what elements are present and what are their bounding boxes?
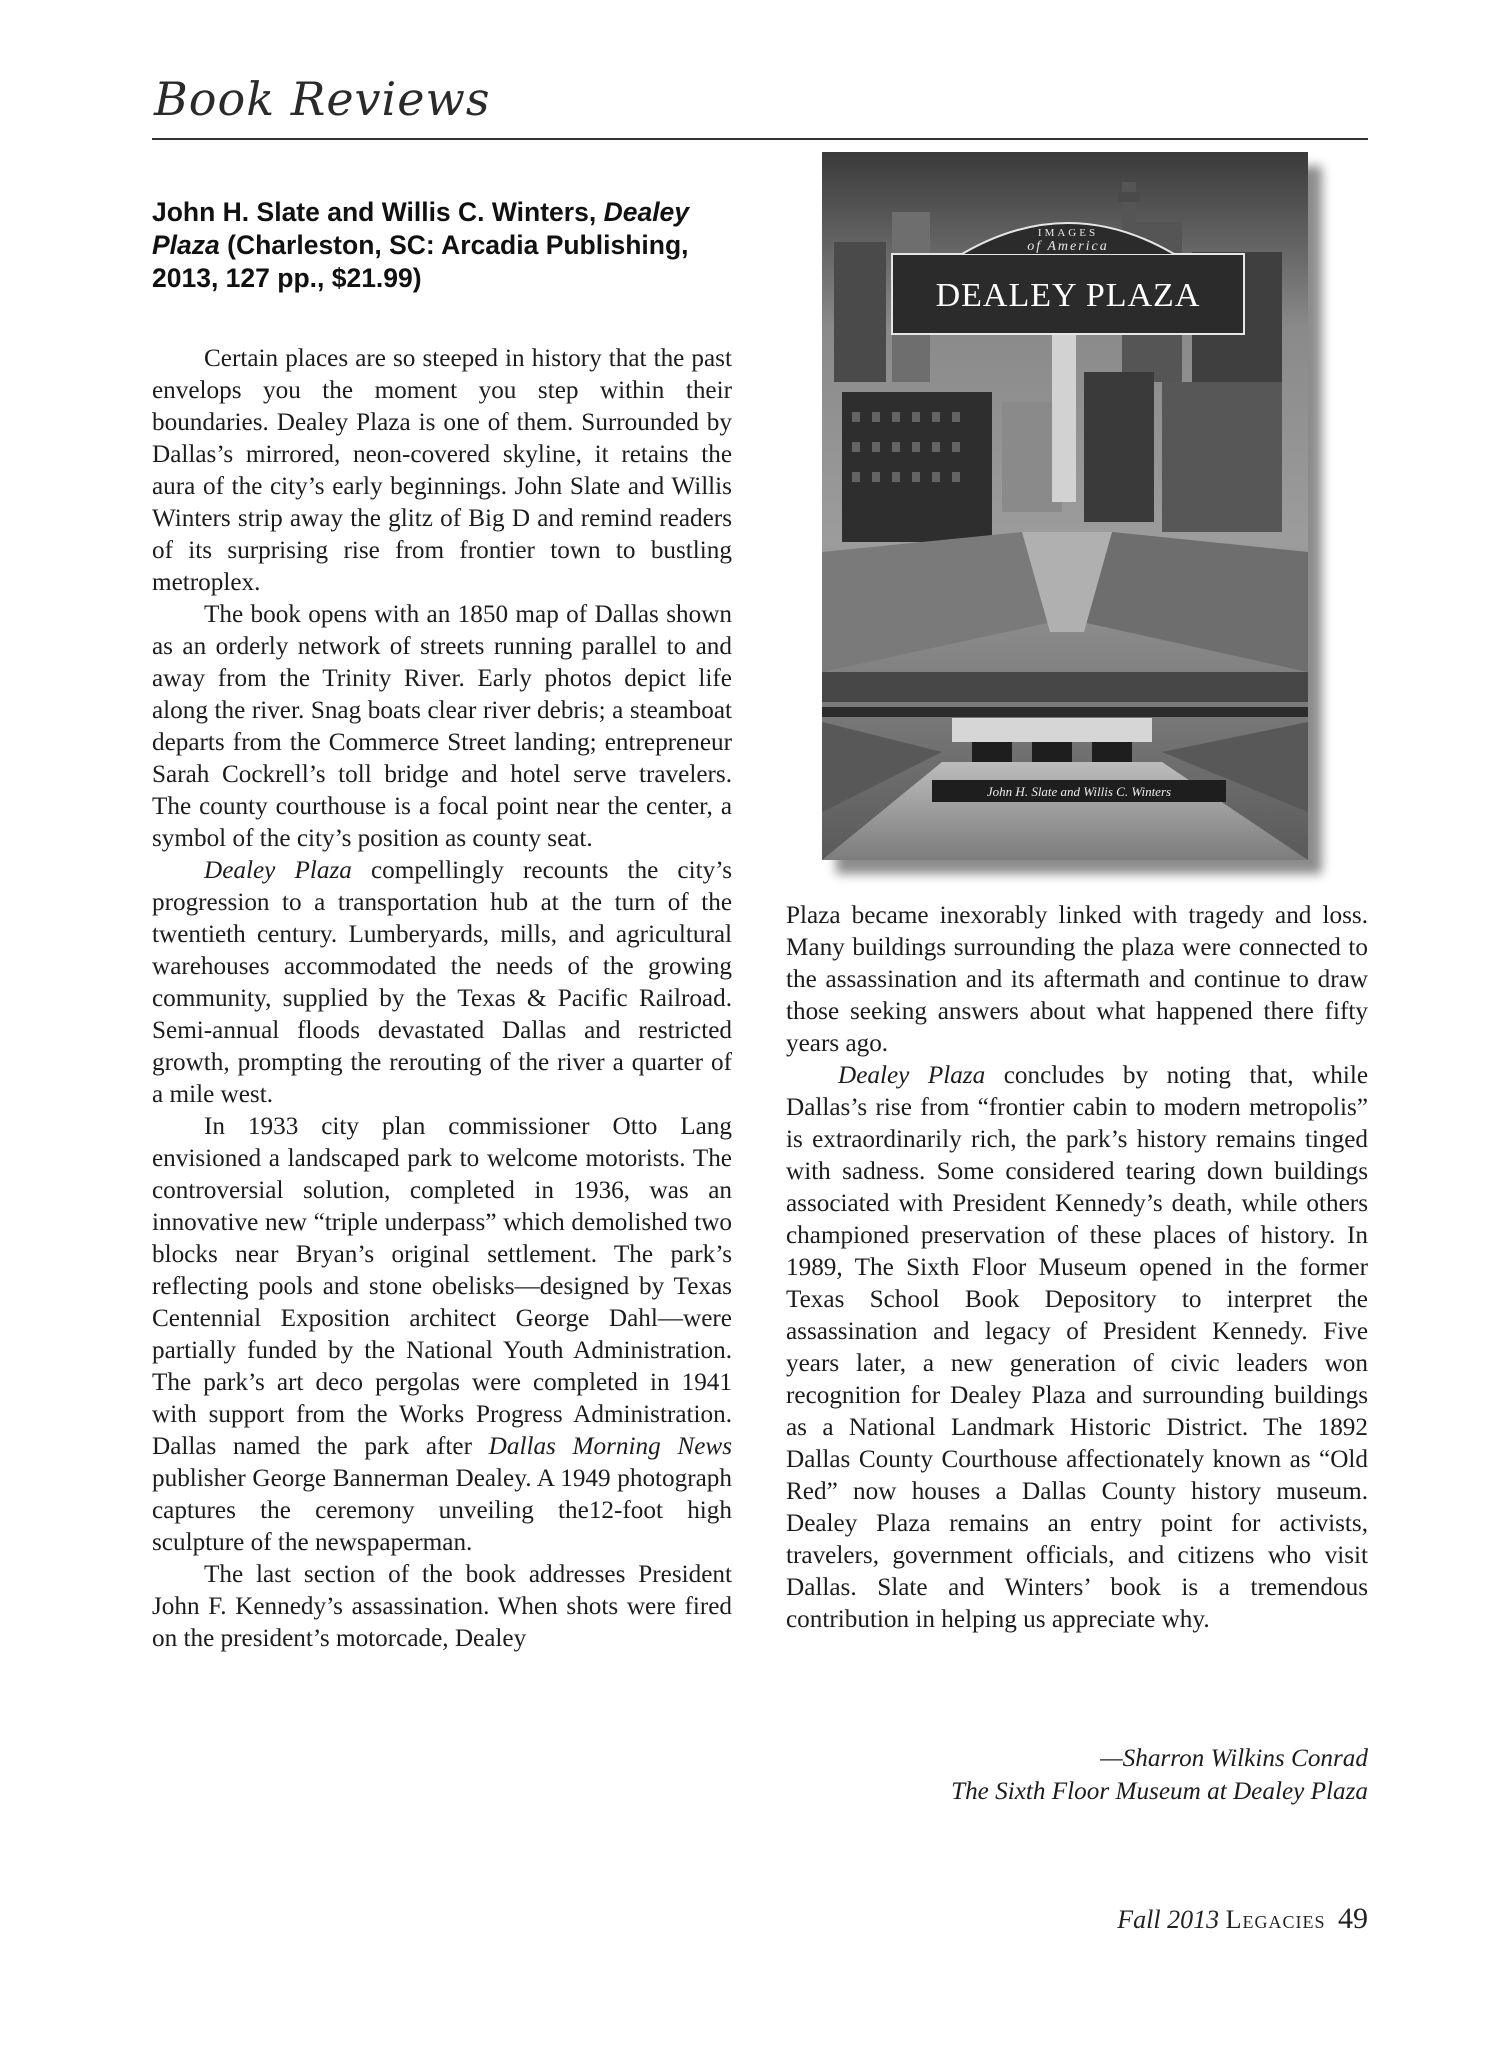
paragraph-5: The last section of the book addresses President John F. Kennedy’s assassination. When shots were fired on the president’s motorcade, Dealey bbox=[152, 1561, 732, 1652]
footer-journal: Legacies bbox=[1225, 1905, 1326, 1934]
paragraph-2: The book opens with an 1850 map of Dallas shown as an orderly network of streets running parallel to and away from the Trinity River. Early photos depict life along the river. Snag boats clear river debris; a steamboat departs from the Commerce Street landing; entrepreneur Sarah Cockrell’s toll bridge and hotel serve travelers. The county courthouse is a focal point near the center, a symbol of the city’s position as county seat. bbox=[152, 601, 732, 852]
reviewer-affiliation: The Sixth Floor Museum at Dealey Plaza bbox=[951, 1778, 1368, 1805]
cover-series-top: IMAGES bbox=[1037, 227, 1099, 239]
page-footer bbox=[1117, 1902, 1368, 1936]
review-heading bbox=[152, 196, 732, 295]
book-title-ref: Dealey Plaza bbox=[838, 1062, 986, 1089]
page-number: 49 bbox=[1338, 1902, 1368, 1935]
right-column bbox=[786, 900, 1368, 1636]
paragraph-3: Dealey Plaza compellingly recounts the city’s progression to a transportation hub at the turn of the twentieth century. Lumberyards, mills, and agricultural warehouses accommodated the needs of the growing community, supplied by the Texas & Pacific Railroad. Semi-annual floods devastated Dallas and restricted growth, prompting the rerouting of the river a quarter of a mile west. bbox=[152, 857, 732, 1108]
review-authors: John H. Slate and Willis C. Winters, bbox=[152, 197, 597, 227]
left-column bbox=[152, 196, 732, 1655]
reviewer-signature bbox=[951, 1742, 1368, 1808]
section-title: Book Reviews bbox=[154, 72, 491, 126]
book-cover-image bbox=[822, 152, 1308, 860]
review-publication: (Charleston, SC: Arcadia Publishing, 2013, 127 pp., $21.99) bbox=[152, 230, 689, 293]
paragraph-5-continued: Plaza became inexorably linked with tragedy and loss. Many buildings surrounding the plaza were connected to the assassination and its aftermath and continue to draw those seeking answers about what happened there fifty years ago. bbox=[786, 902, 1368, 1057]
cover-series-bottom: of America bbox=[1027, 239, 1109, 254]
paragraph-1: Certain places are so steeped in history that the past envelops you the moment you step within their boundaries. Dealey Plaza is one of them. Surrounded by Dallas’s mirrored, neon-covered skyline, it retains the aura of the city’s early beginnings. John Slate and Willis Winters strip away the glitz of Big D and remind readers of its surprising rise from frontier town to bustling metroplex. bbox=[152, 345, 732, 596]
paragraph-6: Dealey Plaza concludes by noting that, while Dallas’s rise from “frontier cabin to modern metropolis” is extraordinarily rich, the park’s history remains tinged with sadness. Some considered tearing down buildings associated with President Kennedy’s death, while others championed preservation of these places of history. In 1989, The Sixth Floor Museum opened in the former Texas School Book Depository to interpret the assassination and legacy of President Kennedy. Five years later, a new generation of civic leaders won recognition for Dealey Plaza and surrounding buildings as a National Landmark Historic District. The 1892 Dallas County Courthouse affectionately known as “Old Red” now houses a Dallas County history museum. Dealey Plaza remains an entry point for activists, travelers, government officials, and citizens who visit Dallas. Slate and Winters’ book is a tremendous contribution in helping us appreciate why. bbox=[786, 1062, 1368, 1633]
cover-authors: John H. Slate and Willis C. Winters bbox=[986, 784, 1172, 799]
paragraph-4: In 1933 city plan commissioner Otto Lang envisioned a landscaped park to welcome motorists. The controversial solution, completed in 1936, was an innovative new “triple underpass” which demolished two blocks near Bryan’s original settlement. The park’s reflecting pools and stone obelisks—designed by Texas Centennial Exposition architect George Dahl—were partially funded by the National Youth Administration. The park’s art deco pergolas were completed in 1941 with support from the Works Progress Administration. Dallas named the park after Dallas Morning News publisher George Bannerman Dealey. A 1949 photograph captures the ceremony unveiling the12-foot high sculpture of the newspaperman. bbox=[152, 1113, 732, 1556]
newspaper-title: Dallas Morning News bbox=[488, 1433, 732, 1460]
section-header bbox=[152, 60, 1368, 140]
review-book-title: Dealey Plaza bbox=[152, 197, 690, 260]
book-title-ref: Dealey Plaza bbox=[204, 857, 352, 884]
cover-title: DEALEY PLAZA bbox=[935, 277, 1201, 314]
reviewer-name: —Sharron Wilkins Conrad bbox=[1100, 1745, 1368, 1772]
footer-issue: Fall 2013 bbox=[1117, 1905, 1220, 1934]
